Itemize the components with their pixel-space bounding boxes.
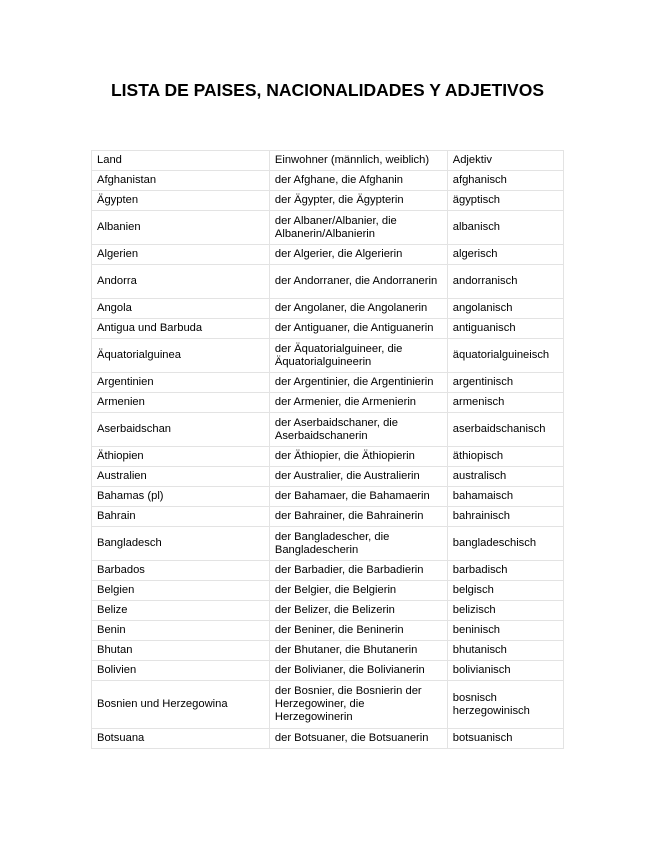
table-row <box>92 681 564 729</box>
cell-adjective: barbadisch <box>447 561 563 581</box>
cell-inhabitants: der Angolaner, die Angolanerin <box>269 299 447 319</box>
table-row <box>92 527 564 561</box>
cell-adjective: andorranisch <box>447 265 563 299</box>
cell-country: Armenien <box>92 393 270 413</box>
cell-country: Argentinien <box>92 373 270 393</box>
table-row <box>92 601 564 621</box>
cell-adjective: ägyptisch <box>447 191 563 211</box>
cell-inhabitants: der Argentinier, die Argentinierin <box>269 373 447 393</box>
table-header-row <box>92 151 564 171</box>
cell-adjective: bhutanisch <box>447 641 563 661</box>
cell-adjective: äquatorialguineisch <box>447 339 563 373</box>
cell-country: Antigua und Barbuda <box>92 319 270 339</box>
cell-country: Andorra <box>92 265 270 299</box>
cell-country: Bosnien und Herzegowina <box>92 681 270 729</box>
cell-inhabitants: der Albaner/Albanier, die Albanerin/Albanierin <box>269 211 447 245</box>
cell-inhabitants: der Bahamaer, die Bahamaerin <box>269 487 447 507</box>
cell-adjective: algerisch <box>447 245 563 265</box>
header-inhabitants: Einwohner (männlich, weiblich) <box>269 151 447 171</box>
cell-inhabitants: der Belgier, die Belgierin <box>269 581 447 601</box>
cell-country: Bahamas (pl) <box>92 487 270 507</box>
table-row <box>92 171 564 191</box>
table-row <box>92 339 564 373</box>
cell-inhabitants: der Äthiopier, die Äthiopierin <box>269 447 447 467</box>
cell-adjective: aserbaidschanisch <box>447 413 563 447</box>
cell-inhabitants: der Barbadier, die Barbadierin <box>269 561 447 581</box>
cell-adjective: afghanisch <box>447 171 563 191</box>
table-row <box>92 507 564 527</box>
cell-inhabitants: der Bosnier, die Bosnierin der Herzegowiner, die Herzegowinerin <box>269 681 447 729</box>
cell-country: Belgien <box>92 581 270 601</box>
cell-inhabitants: der Australier, die Australierin <box>269 467 447 487</box>
table-row <box>92 373 564 393</box>
cell-inhabitants: der Bolivianer, die Bolivianerin <box>269 661 447 681</box>
cell-adjective: bahrainisch <box>447 507 563 527</box>
cell-adjective: armenisch <box>447 393 563 413</box>
table-row <box>92 393 564 413</box>
cell-adjective: belgisch <box>447 581 563 601</box>
cell-country: Botsuana <box>92 729 270 749</box>
table-row <box>92 413 564 447</box>
cell-inhabitants: der Antiguaner, die Antiguanerin <box>269 319 447 339</box>
country-table <box>91 150 564 749</box>
cell-adjective: bahamaisch <box>447 487 563 507</box>
cell-inhabitants: der Aserbaidschaner, die Aserbaidschanerin <box>269 413 447 447</box>
cell-country: Bolivien <box>92 661 270 681</box>
cell-adjective: antiguanisch <box>447 319 563 339</box>
cell-inhabitants: der Armenier, die Armenierin <box>269 393 447 413</box>
table-row <box>92 661 564 681</box>
cell-adjective: angolanisch <box>447 299 563 319</box>
header-adjective: Adjektiv <box>447 151 563 171</box>
table-row <box>92 467 564 487</box>
cell-adjective: äthiopisch <box>447 447 563 467</box>
cell-country: Albanien <box>92 211 270 245</box>
cell-adjective: beninisch <box>447 621 563 641</box>
table-row <box>92 245 564 265</box>
cell-adjective: bangladeschisch <box>447 527 563 561</box>
cell-inhabitants: der Ägypter, die Ägypterin <box>269 191 447 211</box>
table-row <box>92 191 564 211</box>
table-row <box>92 319 564 339</box>
cell-inhabitants: der Algerier, die Algerierin <box>269 245 447 265</box>
table-row <box>92 265 564 299</box>
table-row <box>92 299 564 319</box>
cell-country: Barbados <box>92 561 270 581</box>
table-row <box>92 487 564 507</box>
cell-inhabitants: der Andorraner, die Andorranerin <box>269 265 447 299</box>
cell-country: Äquatorialguinea <box>92 339 270 373</box>
table-row <box>92 621 564 641</box>
header-country: Land <box>92 151 270 171</box>
cell-adjective: albanisch <box>447 211 563 245</box>
cell-inhabitants: der Bhutaner, die Bhutanerin <box>269 641 447 661</box>
cell-adjective: argentinisch <box>447 373 563 393</box>
cell-inhabitants: der Bangladescher, die Bangladescherin <box>269 527 447 561</box>
table-row <box>92 561 564 581</box>
cell-inhabitants: der Bahrainer, die Bahrainerin <box>269 507 447 527</box>
cell-country: Australien <box>92 467 270 487</box>
cell-adjective: botsuanisch <box>447 729 563 749</box>
table-row <box>92 581 564 601</box>
page-title: LISTA DE PAISES, NACIONALIDADES Y ADJETIVOS <box>110 80 545 100</box>
cell-country: Bahrain <box>92 507 270 527</box>
cell-inhabitants: der Belizer, die Belizerin <box>269 601 447 621</box>
cell-country: Afghanistan <box>92 171 270 191</box>
cell-inhabitants: der Beniner, die Beninerin <box>269 621 447 641</box>
cell-country: Bangladesch <box>92 527 270 561</box>
cell-adjective: bolivianisch <box>447 661 563 681</box>
cell-country: Ägypten <box>92 191 270 211</box>
cell-country: Belize <box>92 601 270 621</box>
table-row <box>92 641 564 661</box>
cell-country: Bhutan <box>92 641 270 661</box>
cell-adjective: australisch <box>447 467 563 487</box>
cell-country: Aserbaidschan <box>92 413 270 447</box>
cell-adjective: bosnisch herzegowinisch <box>447 681 563 729</box>
table-row <box>92 447 564 467</box>
table-row <box>92 729 564 749</box>
cell-country: Angola <box>92 299 270 319</box>
cell-inhabitants: der Äquatorialguineer, die Äquatorialguineerin <box>269 339 447 373</box>
cell-inhabitants: der Afghane, die Afghanin <box>269 171 447 191</box>
table-row <box>92 211 564 245</box>
cell-country: Benin <box>92 621 270 641</box>
cell-adjective: belizisch <box>447 601 563 621</box>
cell-inhabitants: der Botsuaner, die Botsuanerin <box>269 729 447 749</box>
cell-country: Algerien <box>92 245 270 265</box>
cell-country: Äthiopien <box>92 447 270 467</box>
